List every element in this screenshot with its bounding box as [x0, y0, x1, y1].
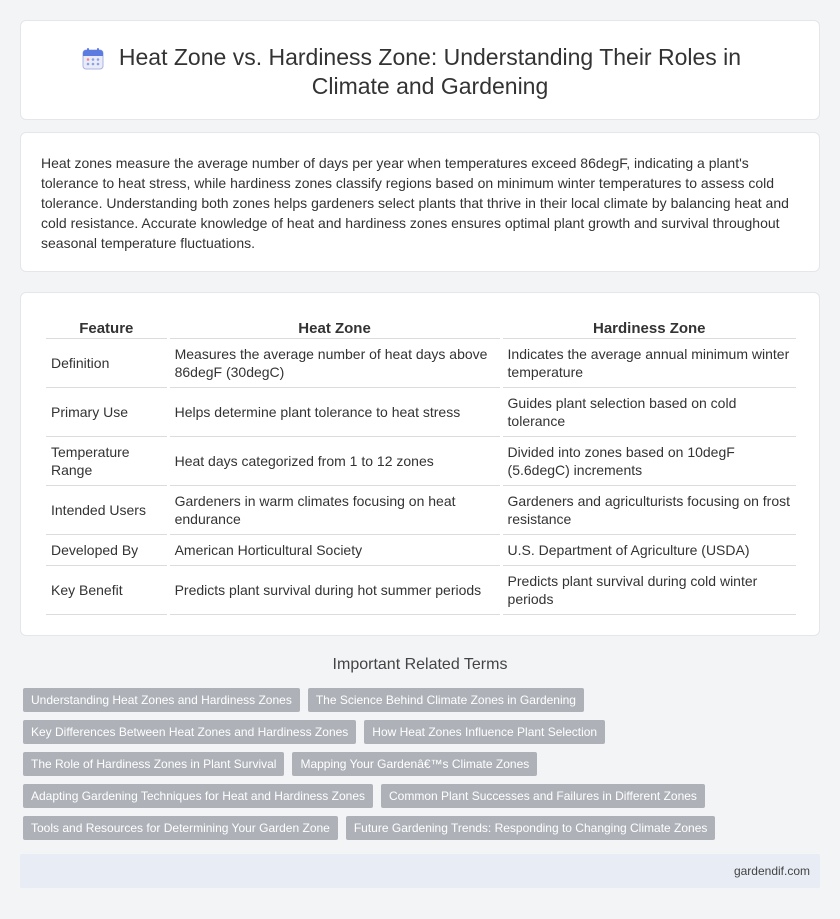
table-row — [46, 388, 796, 437]
footer-site[interactable]: gardendif.com — [733, 864, 810, 878]
row-heat-zone: Helps determine plant tolerance to heat stress — [170, 388, 500, 437]
row-heat-zone: Heat days categorized from 1 to 12 zones — [170, 437, 500, 486]
row-hardiness-zone: Predicts plant survival during cold winter periods — [503, 566, 796, 615]
intro-card — [20, 132, 820, 272]
row-hardiness-zone: Indicates the average annual minimum winter temperature — [503, 339, 796, 388]
comparison-table — [43, 315, 799, 615]
related-term-link[interactable]: Adapting Gardening Techniques for Heat and Hardiness Zones — [23, 784, 373, 808]
related-term-link[interactable]: The Role of Hardiness Zones in Plant Survival — [23, 752, 284, 776]
table-row — [46, 535, 796, 566]
table-header-row — [46, 315, 796, 339]
related-term-link[interactable]: Key Differences Between Heat Zones and Hardiness Zones — [23, 720, 356, 744]
row-heat-zone: Gardeners in warm climates focusing on heat endurance — [170, 486, 500, 535]
table-row — [46, 339, 796, 388]
row-heat-zone: American Horticultural Society — [170, 535, 500, 566]
related-term-link[interactable]: The Science Behind Climate Zones in Gardening — [308, 688, 584, 712]
row-feature: Definition — [46, 339, 167, 388]
row-heat-zone: Predicts plant survival during hot summer periods — [170, 566, 500, 615]
header-feature: Feature — [46, 315, 167, 339]
row-hardiness-zone: U.S. Department of Agriculture (USDA) — [503, 535, 796, 566]
header-heat-zone: Heat Zone — [170, 315, 500, 339]
related-term-link[interactable]: Mapping Your Gardenâ€™s Climate Zones — [292, 752, 537, 776]
footer — [20, 854, 820, 888]
row-feature: Primary Use — [46, 388, 167, 437]
related-term-link[interactable]: Future Gardening Trends: Responding to Changing Climate Zones — [346, 816, 716, 840]
row-hardiness-zone: Guides plant selection based on cold tolerance — [503, 388, 796, 437]
related-terms-title: Important Related Terms — [332, 656, 508, 673]
related-term-link[interactable]: Tools and Resources for Determining Your Garden Zone — [23, 816, 338, 840]
related-term-link[interactable]: Common Plant Successes and Failures in Different Zones — [381, 784, 705, 808]
related-terms-list — [23, 688, 723, 848]
related-term-link[interactable]: How Heat Zones Influence Plant Selection — [364, 720, 605, 744]
row-hardiness-zone: Gardeners and agriculturists focusing on frost resistance — [503, 486, 796, 535]
header-hardiness-zone: Hardiness Zone — [503, 315, 796, 339]
row-hardiness-zone: Divided into zones based on 10degF (5.6degC) increments — [503, 437, 796, 486]
row-feature: Intended Users — [46, 486, 167, 535]
header-card — [20, 20, 820, 120]
comparison-card — [20, 292, 820, 636]
row-feature: Temperature Range — [46, 437, 167, 486]
table-row — [46, 566, 796, 615]
row-feature: Developed By — [46, 535, 167, 566]
intro-paragraph: Heat zones measure the average number of days per year when temperatures exceed 86degF, indicating a plant's tolerance to heat stress, while hardiness zones classify regions based on minimum winter temperatures to assess cold tolerance. Understanding both zones helps gardeners select plants that thrive in their local climate by balancing heat and cold resistance. Accurate knowledge of heat and hardiness zones ensures optimal plant growth and survival throughout seasonal temperature fluctuations. — [41, 155, 789, 251]
table-row — [46, 486, 796, 535]
row-heat-zone: Measures the average number of heat days above 86degF (30degC) — [170, 339, 500, 388]
page-title: Heat Zone vs. Hardiness Zone: Understanding Their Roles in Climate and Gardening — [118, 44, 742, 99]
related-term-link[interactable]: Understanding Heat Zones and Hardiness Zones — [23, 688, 300, 712]
table-row — [46, 437, 796, 486]
row-feature: Key Benefit — [46, 566, 167, 615]
